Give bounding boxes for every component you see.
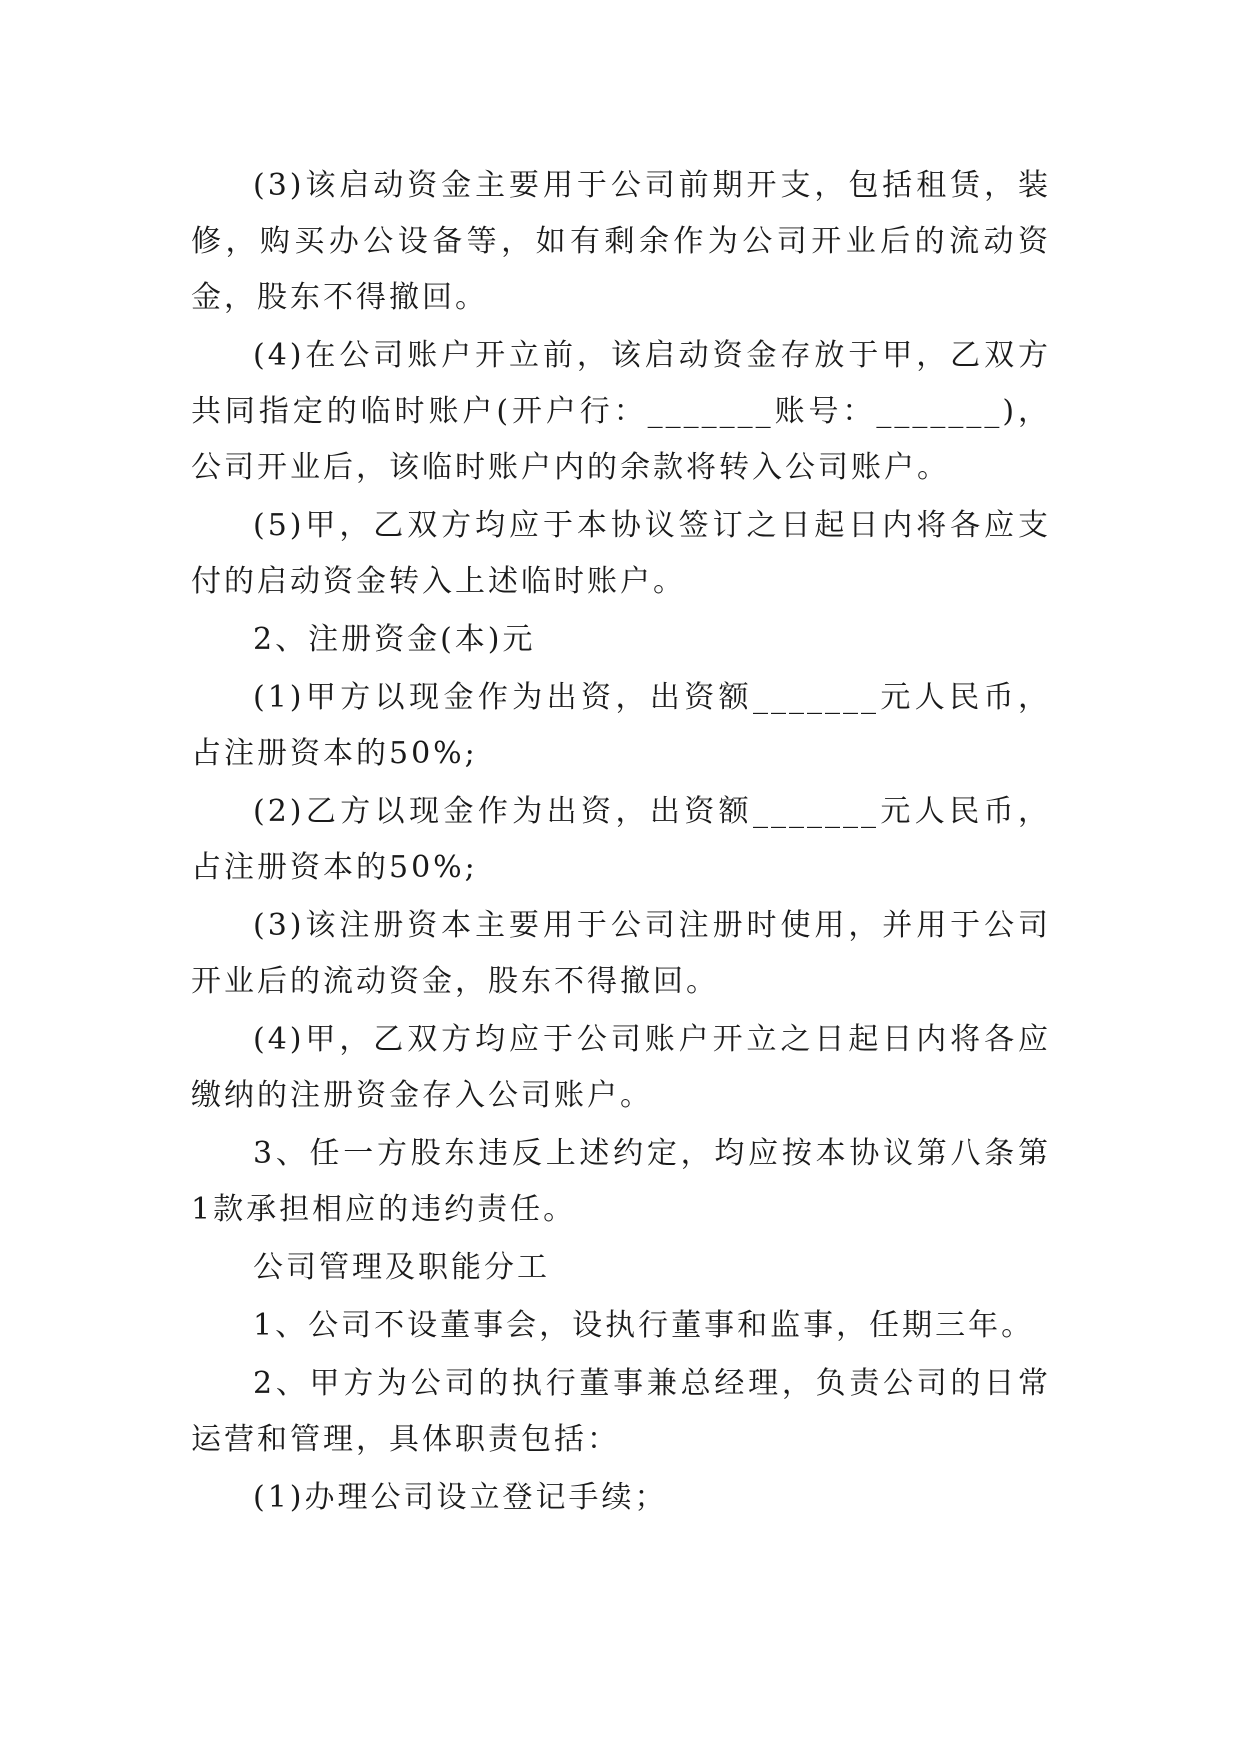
paragraph-startup-fund-usage: (3)该启动资金主要用于公司前期开支，包括租赁，装修，购买办公设备等，如有剩余作为公司开业后的流动资金，股东不得撤回。 — [191, 168, 1051, 315]
paragraph-startup-fund-transfer: (5)甲，乙双方均应于本协议签订之日起日内将各应支付的启动资金转入上述临时账户。 — [191, 508, 1051, 599]
paragraph-party-a-contribution: (1)甲方以现金作为出资，出资额_______元人民币，占注册资本的50%; — [191, 680, 1051, 771]
document-body — [191, 158, 1051, 1528]
section-heading-management: 公司管理及职能分工 — [253, 1250, 550, 1285]
paragraph-temporary-account: (4)在公司账户开立前，该启动资金存放于甲，乙双方共同指定的临时账户(开户行：_______账号：_______)，公司开业后，该临时账户内的余款将转入公司账户。 — [191, 338, 1051, 485]
paragraph-registration-procedures: (1)办理公司设立登记手续； — [253, 1480, 668, 1515]
paragraph-breach-liability: 3、任一方股东违反上述约定，均应按本协议第八条第1款承担相应的违约责任。 — [191, 1136, 1051, 1227]
paragraph-registered-capital-deposit: (4)甲，乙双方均应于公司账户开立之日起日内将各应缴纳的注册资金存入公司账户。 — [191, 1022, 1051, 1113]
paragraph-party-b-contribution: (2)乙方以现金作为出资，出资额_______元人民币，占注册资本的50%; — [191, 794, 1051, 885]
paragraph-executive-director-duties: 2、甲方为公司的执行董事兼总经理，负责公司的日常运营和管理，具体职责包括： — [191, 1366, 1051, 1457]
paragraph-board-setup: 1、公司不设董事会，设执行董事和监事，任期三年。 — [253, 1308, 1035, 1343]
paragraph-registered-capital-heading: 2、注册资金(本)元 — [253, 622, 536, 657]
paragraph-registered-capital-usage: (3)该注册资本主要用于公司注册时使用，并用于公司开业后的流动资金，股东不得撤回。 — [191, 908, 1051, 999]
